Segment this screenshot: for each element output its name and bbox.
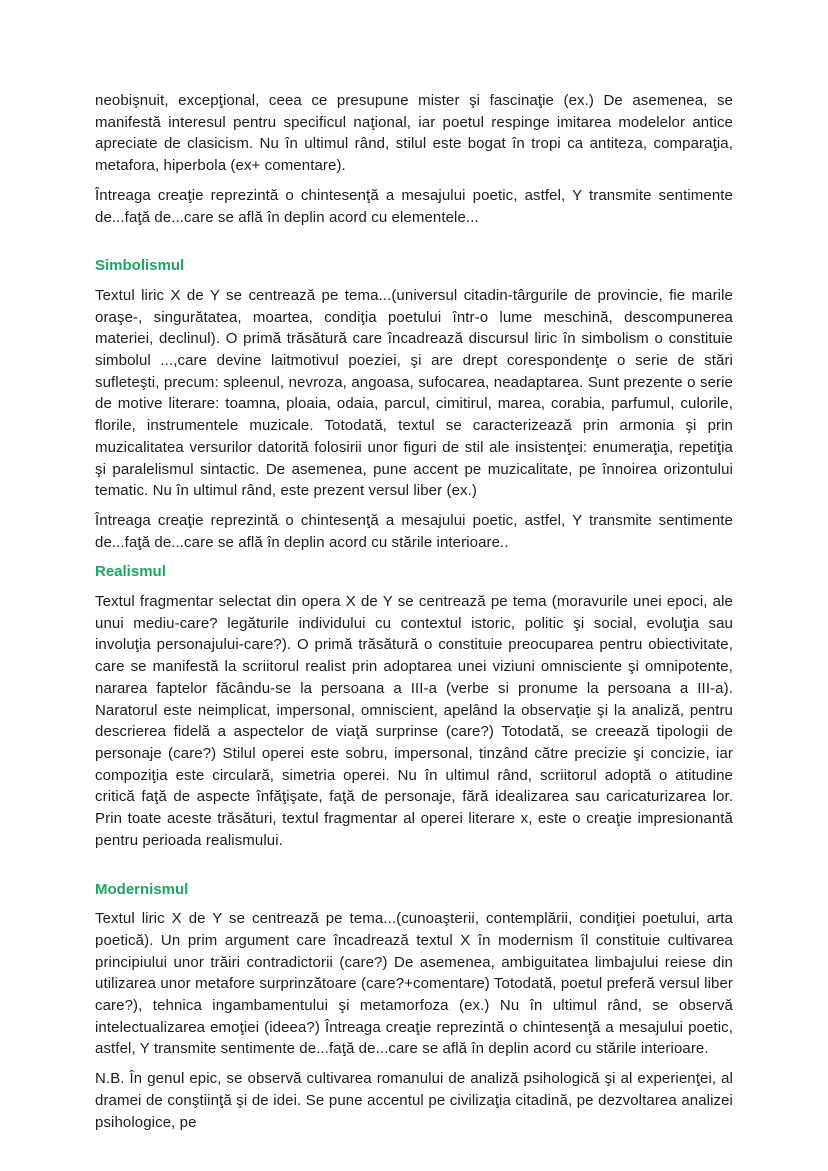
paragraph-conclusion-elementele: Întreaga creaţie reprezintă o chintesenţă a mesajului poetic, astfel, Y transmite sentimente de...faţă de...care se află în deplin acord cu elementele... [95, 186, 733, 226]
paragraph-simbolismul-conclusion: Întreaga creaţie reprezintă o chintesenţă a mesajului poetic, astfel, Y transmite sentimente de...faţă de...care se află în deplin acord cu stările interioare.. [95, 511, 733, 551]
paragraph-nb-genul-epic: N.B. În genul epic, se observă cultivarea romanului de analiză psihologică şi al experienţei, al dramei de conştiinţă şi de idei. Se pune accentul pe civilizaţia citadină, pe dezvoltarea analizei psihologice, pe [95, 1070, 733, 1131]
section-heading-modernismul: Modernismul [95, 880, 189, 898]
section-heading-simbolismul: Simbolismul [95, 257, 185, 275]
paragraph-simbolismul-body: Textul liric X de Y se centrează pe tema...(universul citadin-târgurile de provincie, fie marile oraşe-, singurătatea, moartea, condiţia poetului într-o lume meschină, descompunerea materiei, declinul). O primă trăsătură care încadrează discursul liric în simbolism o constituie simbolul ...,care devine laitmotivul poeziei, şi are drept corespondenţe o serie de stări sufleteşti, precum: spleenul, nevroza, angoasa, sufocarea, neadaptarea. Sunt prezente o serie de motive literare: toamna, ploaia, odaia, parcul, cimitirul, marea, corabia, parfumul, culorile, florile, instrumentele muzicale. Totodată, textul se caracterizează prin armonia şi prin muzicalitatea versurilor datorită folosirii unor figuri de stil ale insistenţei: enumeraţia, repetiţia şi paralelismul sintactic. De asemenea, pune accent pe muzicalitate, pe înnoirea orizontului tematic. Nu în ultimul rând, este prezent versul liber (ex.) [95, 286, 733, 500]
paragraph-modernismul-body: Textul liric X de Y se centrează pe tema...(cunoaşterii, contemplării, condiţiei poetului, arta poetică). Un prim argument care încadrează textul X în modernism îl constituie cultivarea principiului unor trăiri contradictorii (care?) De asemenea, ambiguitatea limbajului reiese din utilizarea unor metafore surprinzătoare (care?+comentare) Totodată, poetul preferă versul liber care?), tehnica ingambamentului şi metamorfoza (ex.) Nu în ultimul rând, se observă intelectualizarea emoţiei (ideea?) Întreaga creaţie reprezintă o chintesenţă a mesajului poetic, astfel, Y transmite sentimente de...faţă de...care se află în deplin acord cu stările interioare. [95, 910, 733, 1058]
paragraph-classicism-continuation: neobişnuit, excepţional, ceea ce presupune mister şi fascinaţie (ex.) De asemenea, se manifestă interesul pentru specificul naţional, iar poetul respinge imitarea modelelor antice apreciate de clasicism. Nu în ultimul rând, stilul este bogat în tropi ca antiteza, comparaţia, metafora, hiperbola (ex+ comentare). [95, 92, 733, 175]
paragraph-realismul-body: Textul fragmentar selectat din opera X de Y se centrează pe tema (moravurile unei epoci, ale unui mediu-care? legăturile individului cu contextul istoric, politic şi social, evoluţia sau involuţia personajului-care?). O primă trăsătură o constituie preocuparea pentru obiectivitate, care se manifestă la scriitorul realist prin adoptarea unei viziuni omnisciente şi omnipotente, nararea faptelor făcându-se la persoana a III-a (verbe si pronume la persoana a III-a). Naratorul este neimplicat, impersonal, omniscient, apelând la observaţie şi la analiză, pentru descrierea fidelă a aspectelor de viaţă surprinse (care?) Totodată, se creează tipologii de personaje (care?) Stilul operei este sobru, impersonal, tinzând către precizie şi concizie, iar compoziţia este circulară, simetria operei. Nu în ultimul rând, scriitorul adoptă o atitudine critică faţă de aspecte înfăţişate, faţă de personaje, fără idealizarea sau caricaturizarea lor. Prin toate aceste trăsături, textul fragmentar al operei literare x, este o creaţie impresionantă pentru perioada realismului. [95, 593, 733, 849]
section-heading-realismul: Realismul [95, 563, 166, 581]
